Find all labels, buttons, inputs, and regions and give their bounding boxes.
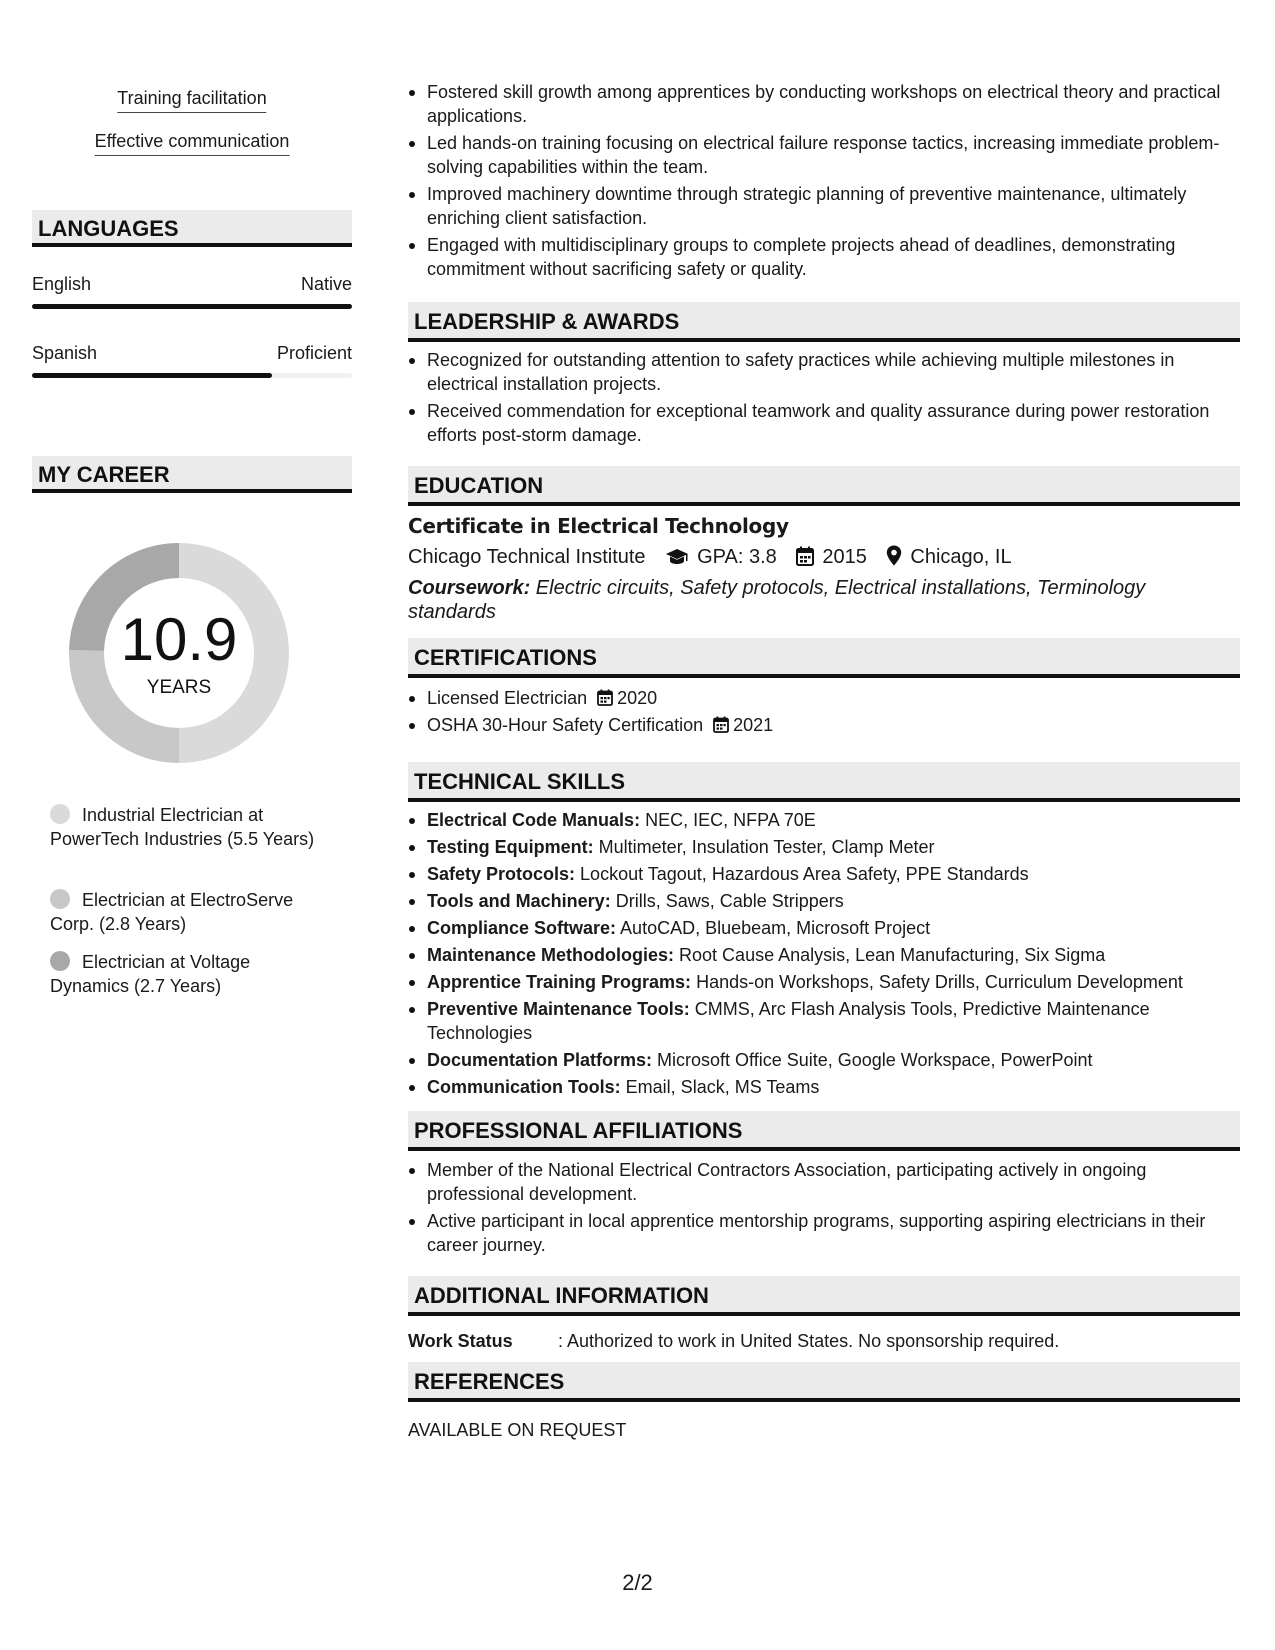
- section-title: PROFESSIONAL AFFILIATIONS: [414, 1118, 743, 1143]
- list-item: [408, 835, 1240, 859]
- career-label: Industrial Electrician at PowerTech Industries (5.5 Years): [50, 805, 315, 849]
- leadership-section-header: [408, 302, 1240, 342]
- skill-values: Email, Slack, MS Teams: [620, 1077, 820, 1097]
- list-item: Improved machinery downtime through strategic planning of preventive maintenance, ultimately enriching client satisfaction.: [408, 182, 1240, 230]
- list-item: Fostered skill growth among apprentices by conducting workshops on electrical theory and practical applications.: [408, 80, 1240, 128]
- technical-skills-list: [408, 808, 1240, 1102]
- education-school: Chicago Technical Institute: [408, 546, 646, 568]
- language-proficiency-fill: [32, 373, 272, 378]
- skill-category: Compliance Software:: [427, 918, 617, 938]
- calendar-icon: [796, 546, 814, 572]
- education-year: 2015: [822, 546, 867, 568]
- language-name: Spanish: [32, 343, 98, 363]
- coursework-text: Electric circuits, Safety protocols, Electrical installations, Terminology standards: [408, 577, 1146, 623]
- list-item: [408, 1075, 1240, 1099]
- skill-values: CMMS, Arc Flash Analysis Tools, Predictive Maintenance Technologies: [427, 999, 1150, 1043]
- skill-category: Preventive Maintenance Tools:: [427, 999, 690, 1019]
- references-section-header: [408, 1362, 1240, 1402]
- skill-values: Drills, Saws, Cable Strippers: [610, 891, 844, 911]
- list-item: Led hands-on training focusing on electrical failure response tactics, increasing immediate problem-solving capabilities within the team.: [408, 131, 1240, 179]
- education-section-header: [408, 466, 1240, 506]
- skill-values: NEC, IEC, NFPA 70E: [640, 810, 816, 830]
- certifications-section-header: [408, 638, 1240, 678]
- section-title: LEADERSHIP & AWARDS: [414, 309, 680, 334]
- language-level: Proficient: [276, 343, 352, 363]
- skill-category: Tools and Machinery:: [427, 891, 611, 911]
- career-label: Electrician at ElectroServe Corp. (2.8 Years): [50, 890, 294, 934]
- career-total-years: 10.9: [120, 606, 238, 673]
- skill-category: Testing Equipment:: [427, 837, 594, 857]
- language-proficiency-bar: [32, 373, 352, 378]
- skill-values: Lockout Tagout, Hazardous Area Safety, PPE Standards: [575, 864, 1029, 884]
- section-title: MY CAREER: [38, 462, 170, 487]
- certification-year: 2021: [733, 715, 774, 735]
- list-item: [408, 1048, 1240, 1072]
- list-item: [408, 889, 1240, 913]
- list-item: [408, 970, 1240, 994]
- career-label: Electrician at Voltage Dynamics (2.7 Years): [50, 952, 251, 996]
- education-degree: Certificate in Electrical Technology: [408, 514, 789, 538]
- career-legend-item: [50, 803, 315, 851]
- skill-chip: Effective communication: [95, 130, 290, 156]
- legend-dot: [50, 889, 70, 909]
- references-text: AVAILABLE ON REQUEST: [408, 1420, 627, 1440]
- affiliations-section-header: [408, 1111, 1240, 1151]
- certification-name: OSHA 30-Hour Safety Certification: [427, 715, 704, 735]
- languages-section-header: [32, 210, 352, 247]
- section-title: ADDITIONAL INFORMATION: [414, 1283, 709, 1308]
- calendar-icon: [597, 689, 613, 706]
- education-location: Chicago, IL: [910, 546, 1012, 568]
- leadership-bullet-list: [408, 348, 1240, 450]
- list-item: Active participant in local apprentice mentorship programs, supporting aspiring electricians in their career journey.: [408, 1209, 1240, 1257]
- list-item: [408, 808, 1240, 832]
- skill-category: Communication Tools:: [427, 1077, 621, 1097]
- skill-values: Root Cause Analysis, Lean Manufacturing, Six Sigma: [674, 945, 1106, 965]
- section-title: TECHNICAL SKILLS: [414, 769, 626, 794]
- list-item: Member of the National Electrical Contractors Association, participating actively in ongoing professional development.: [408, 1158, 1240, 1206]
- work-status-label: Work Status: [408, 1331, 513, 1351]
- work-status-value: : Authorized to work in United States. No sponsorship required.: [558, 1331, 1060, 1351]
- page-number: 2/2: [622, 1570, 653, 1595]
- skill-category: Documentation Platforms:: [427, 1050, 653, 1070]
- list-item: [408, 862, 1240, 886]
- skill-values: Hands-on Workshops, Safety Drills, Curriculum Development: [691, 972, 1183, 992]
- skill-chip: Training facilitation: [117, 87, 266, 113]
- additional-info-section-header: [408, 1276, 1240, 1316]
- skill-values: Microsoft Office Suite, Google Workspace, PowerPoint: [652, 1050, 1093, 1070]
- list-item: [408, 997, 1240, 1045]
- calendar-icon: [713, 716, 729, 733]
- certifications-list: [408, 686, 1240, 740]
- skill-category: Electrical Code Manuals:: [427, 810, 641, 830]
- list-item: Engaged with multidisciplinary groups to complete projects ahead of deadlines, demonstrating commitment without sacrificing safety or quality.: [408, 233, 1240, 281]
- language-proficiency-fill: [32, 304, 352, 309]
- list-item: [408, 686, 1240, 710]
- section-title: EDUCATION: [414, 473, 544, 498]
- coursework-label: Coursework:: [408, 577, 531, 599]
- career-donut-chart: [66, 540, 292, 766]
- skill-category: Maintenance Methodologies:: [427, 945, 675, 965]
- list-item: [408, 943, 1240, 967]
- list-item: [408, 713, 1240, 737]
- career-legend-item: [50, 950, 315, 998]
- language-name: English: [32, 274, 92, 294]
- career-years-label: YEARS: [146, 677, 212, 698]
- language-proficiency-bar: [32, 304, 352, 309]
- location-pin-icon: [886, 545, 902, 572]
- list-item: Received commendation for exceptional teamwork and quality assurance during power restoration efforts post-storm damage.: [408, 399, 1240, 447]
- education-coursework: [408, 576, 1198, 624]
- legend-dot: [50, 804, 70, 824]
- language-level: Native: [300, 274, 352, 294]
- section-title: CERTIFICATIONS: [414, 645, 597, 670]
- section-title: REFERENCES: [414, 1369, 565, 1394]
- career-section-header: [32, 456, 352, 493]
- list-item: [408, 916, 1240, 940]
- education-gpa: GPA: 3.8: [697, 546, 777, 568]
- section-title: LANGUAGES: [38, 216, 179, 241]
- skill-category: Apprentice Training Programs:: [427, 972, 692, 992]
- skill-values: AutoCAD, Bluebeam, Microsoft Project: [616, 918, 931, 938]
- skill-category: Safety Protocols:: [427, 864, 576, 884]
- list-item: Recognized for outstanding attention to safety practices while achieving multiple milestones in electrical installation projects.: [408, 348, 1240, 396]
- education-details: [408, 545, 1012, 572]
- certification-year: 2020: [617, 688, 658, 708]
- career-legend-item: [50, 888, 315, 936]
- experience-bullet-list: [408, 80, 1240, 284]
- legend-dot: [50, 951, 70, 971]
- technical-skills-section-header: [408, 762, 1240, 802]
- affiliations-list: [408, 1158, 1240, 1260]
- certification-name: Licensed Electrician: [427, 688, 588, 708]
- graduation-cap-icon: [665, 548, 689, 572]
- skill-values: Multimeter, Insulation Tester, Clamp Meter: [593, 837, 935, 857]
